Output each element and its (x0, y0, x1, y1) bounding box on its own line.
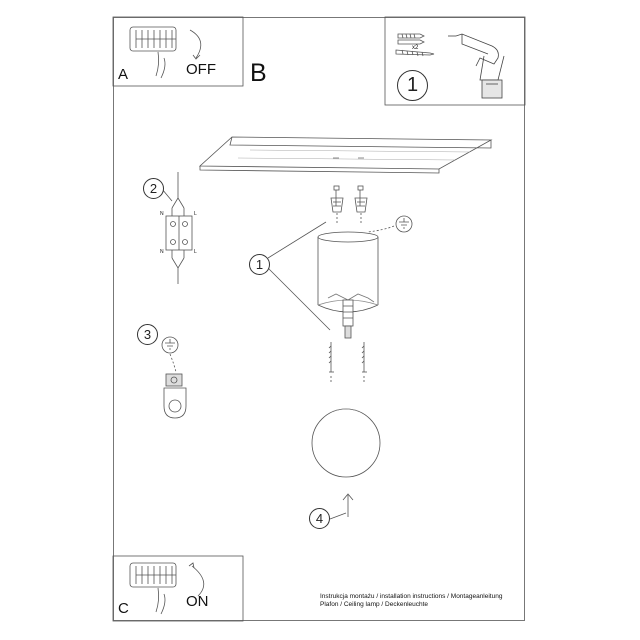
panel-c-box (113, 556, 243, 621)
lamp-canopy-cylinder (318, 232, 378, 338)
leader-line-4 (330, 513, 346, 519)
step-2-number: 2 (143, 178, 164, 199)
ground-connector-clip (164, 374, 186, 418)
leader-line-1b (268, 268, 330, 330)
terminal-l-top: L (194, 211, 197, 217)
drill-icon (448, 34, 504, 98)
step-1-number: 1 (249, 254, 270, 275)
off-label: OFF (186, 61, 216, 78)
leader-line-1a (268, 222, 326, 258)
footer-caption (320, 593, 502, 609)
panel-a-letter: A (118, 66, 129, 83)
mounting-screw-plug-right (355, 186, 367, 212)
tools-step-number: 1 (397, 70, 428, 101)
mounting-screw-plug-left (331, 186, 343, 212)
footer-line-2: Plafon / Ceiling lamp / Deckenleuchte (320, 601, 429, 608)
panel-c-letter: C (118, 600, 129, 617)
canopy-screw-right (362, 342, 367, 382)
step-3-number: 3 (137, 324, 158, 345)
terminal-l-bottom: L (194, 249, 197, 255)
glass-globe-shade (312, 409, 380, 477)
terminal-n-bottom: N (160, 249, 164, 255)
terminal-block (166, 172, 192, 284)
quantity-label: x2 (412, 45, 419, 51)
ceiling-plate (200, 137, 491, 173)
canopy-screw-left (329, 342, 334, 382)
panel-b-letter: B (250, 59, 267, 87)
alignment-guides-top (337, 213, 361, 223)
ground-symbol-top (368, 216, 412, 232)
footer-line-1: Instrukcja montażu / installation instructions / Montageanleitung (320, 593, 503, 600)
ground-symbol-step3 (162, 337, 178, 372)
step-4-number: 4 (309, 508, 330, 529)
terminal-n-top: N (160, 211, 164, 217)
on-label: ON (186, 593, 209, 610)
wall-plugs-icon (398, 34, 424, 44)
